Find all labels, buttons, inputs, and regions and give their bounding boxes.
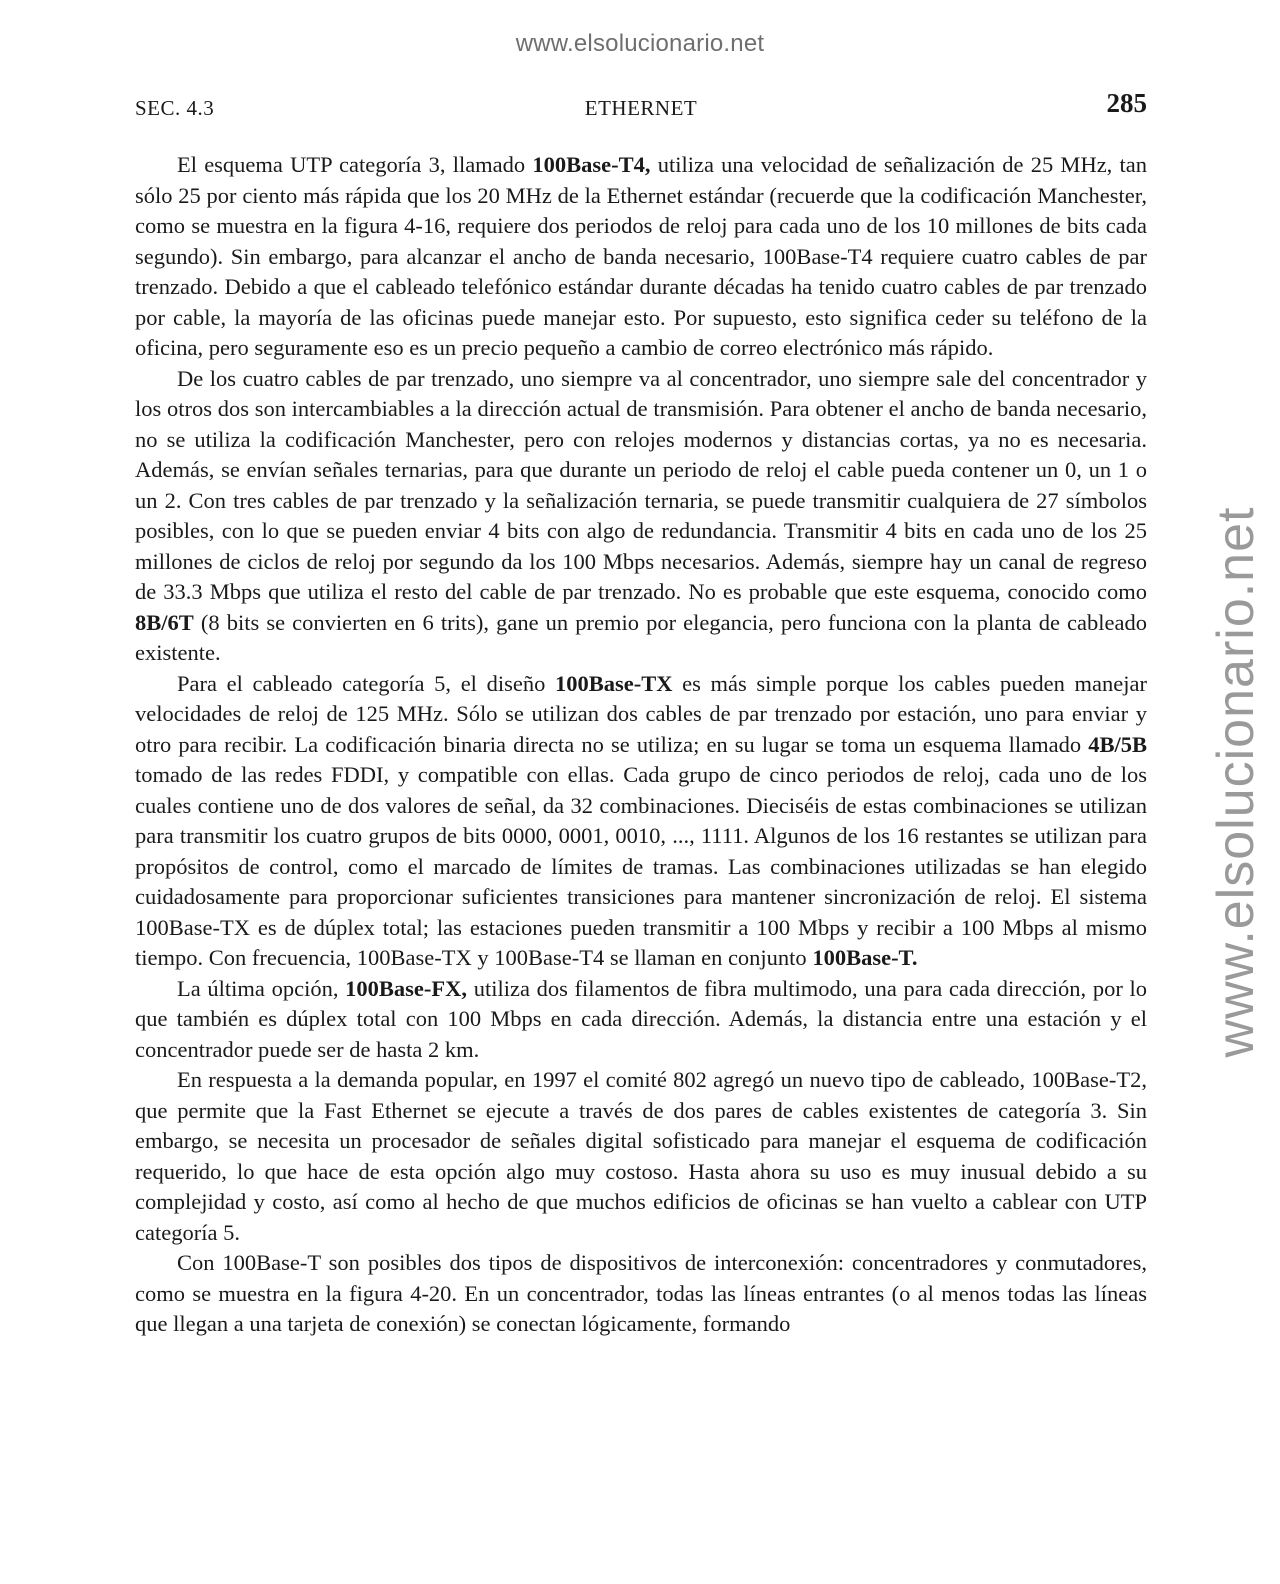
term-100base-t: 100Base-T.: [812, 945, 918, 970]
paragraph-text: Para el cableado categoría 5, el diseño: [177, 670, 555, 696]
paragraph-text: utiliza una velocidad de señalización de 25 MHz, tan sólo 25 por ciento más rápida que los 20 MHz de la Ethernet estándar (recuerde que la codificación Manchester, como se muestra en la figura 4-16, requiere dos periodos de reloj para cada uno de los 10 millones de bits cada segundo). Sin embargo, para alcanzar el ancho de banda necesario, 100Base-T4 requiere cuatro cables de par trenzado. Debido a que el cableado telefónico estándar durante décadas ha tenido cuatro cables de par trenzado por cable, la mayoría de las oficinas puede manejar esto. Por supuesto, esto significa ceder su teléfono de la oficina, pero seguramente eso es un precio pequeño a cambio de correo electrónico más rápido.: [135, 152, 1147, 360]
paragraph-text: En respuesta a la demanda popular, en 1997 el comité 802 agregó un nuevo tipo de cableado, 100Base-T2, que permite que la Fast Ethernet se ejecute a través de dos pares de cables existentes de categoría 3. Sin embargo, se necesita un procesador de señales digital sofisticado para manejar el esquema de codificación requerido, lo que hace de esta opción algo muy costoso. Hasta ahora su uso es muy inusual debido a su complejidad y costo, así como al hecho de que muchos edificios de oficinas se han vuelto a cablear con UTP categoría 5.: [135, 1067, 1147, 1245]
paragraph-3: [135, 669, 1147, 974]
paragraph-1: [135, 150, 1147, 364]
paragraph-text: La última opción,: [177, 975, 346, 1001]
paragraph-4: [135, 974, 1147, 1066]
section-label: SEC. 4.3: [135, 96, 215, 120]
term-100base-t4: 100Base-T4,: [532, 152, 651, 177]
paragraph-text: utiliza dos filamentos de fibra multimodo, una para cada dirección, por lo que también es dúplex total con 100 Mbps en cada dirección. Además, la distancia entre una estación y el concentrador puede ser de hasta 2 km.: [135, 975, 1147, 1062]
term-100base-tx: 100Base-TX: [554, 670, 673, 696]
term-4b5b: 4B/5B: [1088, 731, 1147, 757]
paragraph-text: tomado de las redes FDDI, y compatible con ellas. Cada grupo de cinco periodos de reloj, cada uno de los cuales contiene uno de dos valores de señal, da 32 combinaciones. Dieciséis de estas combinaciones se utilizan para transmitir los cuatro grupos de bits 0000, 0001, 0010, ..., 1111. Algunos de los 16 restantes se utilizan para propósitos de control, como el marcado de límites de tramas. Las combinaciones utilizadas se han elegido cuidadosamente para proporcionar suficientes transiciones para mantener sincronización de reloj. El sistema 100Base-TX es de dúplex total; las estaciones pueden transmitir a 100 Mbps y recibir a 100 Mbps al mismo tiempo. Con frecuencia, 100Base-TX y 100Base-T4 se llaman en conjunto: [135, 762, 1147, 970]
paragraph-2: [135, 364, 1147, 669]
paragraph-text: (8 bits se convierten en 6 trits), gane un premio por elegancia, pero funciona con la planta de cableado existente.: [135, 609, 1147, 665]
body-text: [135, 150, 1147, 1340]
watermark-side: www.elsolucionario.net: [1207, 506, 1265, 1058]
paragraph-6: [135, 1248, 1147, 1340]
paragraph-text: Con 100Base-T son posibles dos tipos de dispositivos de interconexión: concentradores y conmutadores, como se muestra en la figura 4-20. En un concentrador, todas las líneas entrantes (o al menos todas las líneas que llegan a una tarjeta de conexión) se conectan lógicamente, formando: [135, 1250, 1147, 1336]
paragraph-text: El esquema UTP categoría 3, llamado: [177, 152, 533, 177]
paragraph-5: [135, 1065, 1147, 1248]
term-100base-fx: 100Base-FX,: [345, 975, 468, 1001]
chapter-title: ETHERNET: [584, 96, 698, 120]
running-head: [135, 88, 1147, 124]
paragraph-text: es más simple porque los cables pueden manejar velocidades de reloj de 125 MHz. Sólo se utilizan dos cables de par trenzado por estación, uno para enviar y otro para recibir. La codificación binaria directa no se utiliza; en su lugar se toma un esquema llamado: [135, 670, 1147, 757]
watermark-top: www.elsolucionario.net: [515, 30, 765, 57]
term-8b6t: 8B/6T: [135, 609, 194, 635]
paragraph-text: De los cuatro cables de par trenzado, uno siempre va al concentrador, uno siempre sale del concentrador y los otros dos son intercambiables a la dirección actual de transmisión. Para obtener el ancho de banda necesario, no se utiliza la codificación Manchester, pero con relojes modernos y distancias cortas, ya no es necesaria. Además, se envían señales ternarias, para que durante un periodo de reloj el cable pueda contener un 0, un 1 o un 2. Con tres cables de par trenzado y la señalización ternaria, se puede transmitir cualquiera de 27 símbolos posibles, con lo que se pueden enviar 4 bits con algo de redundancia. Transmitir 4 bits en cada uno de los 25 millones de ciclos de reloj por segundo da los 100 Mbps necesarios. Además, siempre hay un canal de regreso de 33.3 Mbps que utiliza el resto del cable de par trenzado. No es probable que este esquema, conocido como: [135, 365, 1147, 604]
page-number: 285: [1106, 88, 1147, 118]
